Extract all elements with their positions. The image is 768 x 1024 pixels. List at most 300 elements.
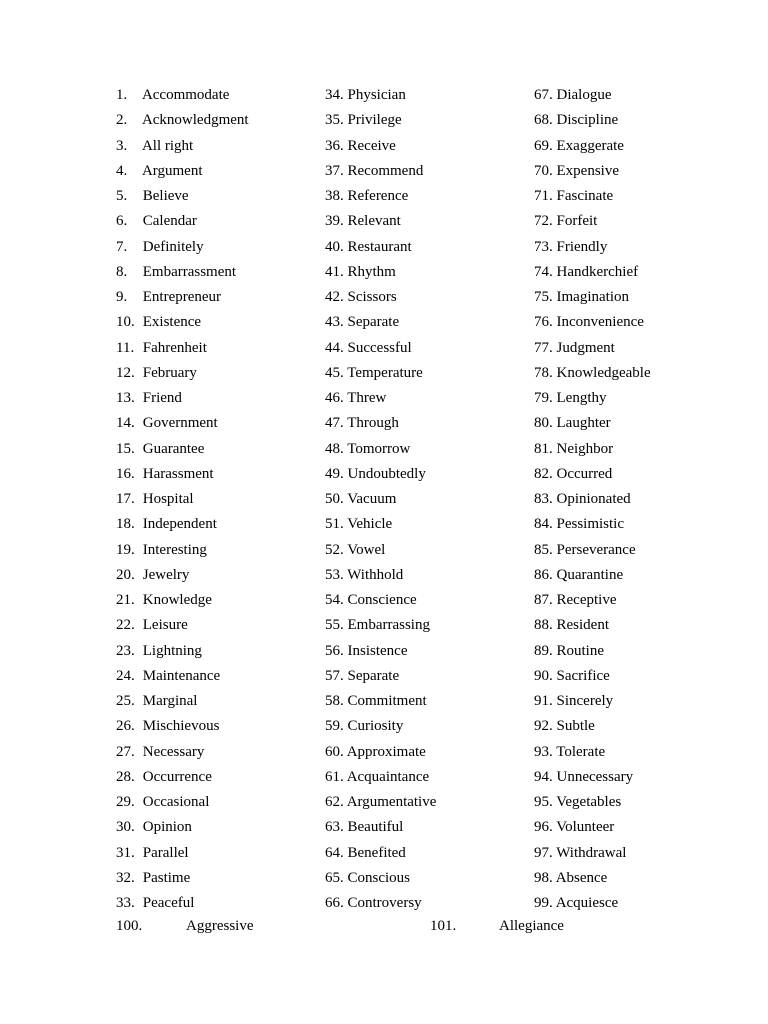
list-item-number: 85. [534,541,553,558]
list-item-word: Pessimistic [556,516,625,533]
list-item-word: Friendly [556,238,608,255]
list-item-number: 93. [534,743,553,760]
list-item-number: 24. [116,667,135,684]
list-item [116,285,249,310]
list-item [116,108,249,133]
list-item [534,462,651,487]
list-item-word: Occurrence [142,768,212,785]
list-item [534,841,651,866]
list-item-word: Withdrawal [556,844,627,861]
list-item-word: Vowel [347,541,386,558]
list-item-number: 3. [116,137,128,154]
list-item-word: Successful [347,339,412,356]
list-item-number: 31. [116,844,135,861]
list-item [116,815,249,840]
list-item-word: Accommodate [141,87,230,103]
list-item [116,563,249,588]
list-item [116,437,249,462]
list-item [534,815,651,840]
list-item [325,790,436,815]
list-item [534,740,651,765]
list-item [325,815,436,840]
list-item [534,235,651,260]
list-item [325,437,436,462]
list-item-word: All right [141,137,194,154]
list-item-word: Opinionated [556,491,631,507]
list-item-number: 49. [325,465,344,482]
list-item [534,310,651,335]
list-item [116,361,249,386]
list-item [116,386,249,411]
list-item [534,184,651,209]
list-item-number: 43. [325,314,344,331]
list-item-word: Approximate [346,743,426,760]
list-item [116,866,249,891]
list-item [116,714,249,739]
list-item-word: Routine [556,642,604,659]
list-item-number: 36. [325,137,344,154]
list-item-word: Existence [142,314,202,331]
list-item-number: 55. [325,617,344,634]
list-item [534,260,651,285]
list-item-number: 74. [534,263,553,280]
list-item-number: 46. [325,390,344,406]
list-item-word: Resident [556,617,609,634]
list-item-word: Forfeit [556,213,598,230]
list-item-word: Restaurant [347,238,412,255]
list-item [534,209,651,234]
list-item-number: 18. [116,516,135,533]
list-item-word: Through [347,415,399,432]
list-item-word: Parallel [142,844,189,861]
list-item-number: 12. [116,364,135,381]
list-item-word: Entrepreneur [142,289,222,305]
list-item [116,462,249,487]
list-item-word: Argument [141,162,203,179]
list-item-word: Insistence [347,642,408,659]
list-item-word: Friend [142,390,182,406]
list-item-word: Mischievous [142,718,220,735]
list-item-number: 88. [534,617,553,634]
list-item-number: 98. [534,869,553,886]
list-item-word: Privilege [347,112,402,129]
list-item-number: 23. [116,642,135,659]
list-item-number: 30. [116,819,135,836]
list-item [325,134,436,159]
list-item [534,613,651,638]
list-item [534,664,651,689]
list-item-word: Scissors [347,289,397,305]
list-item-number: 13. [116,390,135,406]
list-item [116,613,249,638]
list-item-number: 39. [325,213,344,230]
list-item [534,765,651,790]
list-item [325,588,436,613]
list-item [116,310,249,335]
list-item [534,83,651,108]
list-item [534,437,651,462]
list-item-number: 26. [116,718,135,735]
list-item-word: Imagination [556,289,629,305]
list-item-word: Acquiesce [555,895,619,911]
list-item [534,411,651,436]
list-item-word: Dialogue [556,87,612,103]
list-item [534,361,651,386]
list-item [325,765,436,790]
list-item-word: Temperature [347,364,423,381]
list-item [116,588,249,613]
list-item-word: Recommend [347,162,424,179]
list-item-word: Separate [347,667,400,684]
list-item-word: Threw [347,390,387,406]
list-item-word: Lengthy [556,390,607,406]
list-item-number: 75. [534,289,553,305]
list-item-number: 69. [534,137,553,154]
list-item-number: 79. [534,390,553,406]
list-item-word: Exaggerate [556,137,624,154]
list-item-word: Guarantee [142,440,205,457]
list-item-number: 82. [534,465,553,482]
list-item-number: 99. [534,895,553,911]
list-item [534,538,651,563]
list-item-word: Withhold [347,566,404,583]
list-item-word: Curiosity [347,718,404,735]
list-item-number: 67. [534,87,553,103]
list-item-number: 72. [534,213,553,230]
list-item-word: Sincerely [556,693,614,709]
list-item-number: 10. [116,314,135,331]
list-item-number: 77. [534,339,553,356]
list-item-number: 84. [534,516,553,533]
list-item-word: Laughter [556,415,611,432]
list-item-word: Harassment [142,465,214,482]
list-item [325,563,436,588]
list-item-word: Fascinate [556,188,614,204]
list-item-number: 44. [325,339,344,356]
list-item-number: 64. [325,844,344,861]
list-item-word: Absence [555,869,608,886]
list-item [116,664,249,689]
list-item-number: 66. [325,895,344,911]
list-item [534,563,651,588]
list-item-number: 95. [534,794,553,810]
list-item-number: 1. [116,87,128,103]
list-item [116,83,249,108]
list-item-number: 33. [116,895,135,911]
list-item-word: Maintenance [142,667,221,684]
word-list-column-3 [534,83,651,916]
list-item-word: Judgment [556,339,615,356]
list-item-word: Vacuum [347,491,397,507]
list-item-number: 54. [325,592,344,608]
list-item [534,639,651,664]
list-item-number: 61. [325,768,344,785]
list-item-number: 22. [116,617,135,634]
list-item-number: 70. [534,162,553,179]
list-item [534,285,651,310]
list-item [534,108,651,133]
list-item-word: Knowledge [142,592,212,608]
list-item-word: Sacrifice [556,667,610,684]
list-item [116,689,249,714]
list-item-number: 100. [116,918,143,934]
list-item [116,134,249,159]
list-item [116,538,249,563]
list-item-word: Neighbor [556,440,614,457]
list-item [325,108,436,133]
list-item-word: Tomorrow [347,440,411,457]
list-item-number: 8. [116,263,128,280]
list-item-number: 4. [116,162,128,179]
list-item-word: Occurred [556,465,613,482]
list-item [325,310,436,335]
list-item [534,487,651,512]
list-item [116,411,249,436]
list-item-number: 53. [325,566,344,583]
list-item [325,891,436,916]
list-item [325,361,436,386]
word-list-column-1 [116,83,249,916]
list-item [325,538,436,563]
list-item [325,336,436,361]
list-item [116,184,249,209]
list-item-number: 17. [116,491,135,507]
list-item-number: 38. [325,188,344,204]
list-item [116,159,249,184]
list-item-word: Benefited [347,844,406,861]
list-item [116,841,249,866]
list-item [325,411,436,436]
list-item-word: Occasional [142,794,210,810]
list-item-number: 5. [116,188,128,204]
list-item-number: 11. [116,339,135,356]
list-item-word: Argumentative [346,794,437,810]
list-item-number: 51. [325,516,344,533]
list-item-number: 50. [325,491,344,507]
list-item-word: Calendar [142,213,197,230]
list-item-number: 15. [116,440,135,457]
list-item [325,487,436,512]
list-item-number: 91. [534,693,553,709]
list-item-word: Relevant [347,213,401,230]
list-item-word: Controversy [347,895,422,911]
list-item [325,285,436,310]
list-item-number: 27. [116,743,135,760]
list-item [116,336,249,361]
list-item [325,866,436,891]
list-item [534,866,651,891]
list-item-number: 86. [534,566,553,583]
list-item-number: 19. [116,541,135,558]
list-item-number: 83. [534,491,553,507]
list-item-number: 47. [325,415,344,432]
list-item-word: Government [142,415,218,432]
list-item-number: 80. [534,415,553,432]
list-item-number: 101. [430,918,457,934]
list-item-word: Vegetables [556,794,622,810]
list-item-word: Separate [347,314,400,331]
list-item-number: 28. [116,768,135,785]
list-item-number: 45. [325,364,344,381]
list-item-word: Definitely [142,238,204,255]
list-item-number: 78. [534,364,553,381]
list-item [325,664,436,689]
list-item [325,462,436,487]
list-item [325,613,436,638]
list-item-word: Believe [142,188,189,204]
list-item [116,639,249,664]
list-item-word: Independent [142,516,217,533]
list-item [325,83,436,108]
list-item-number: 90. [534,667,553,684]
list-item-number: 65. [325,869,344,886]
list-item-word: Perseverance [556,541,636,558]
list-item-number: 94. [534,768,553,785]
list-item-number: 62. [325,794,344,810]
list-item-number: 71. [534,188,553,204]
list-item [325,184,436,209]
list-item-number: 25. [116,693,135,709]
list-item-number: 48. [325,440,344,457]
list-item-number: 41. [325,263,344,280]
list-item-number: 21. [116,592,135,608]
list-item [116,260,249,285]
list-item [116,891,249,916]
list-item-word: Pastime [142,869,191,886]
list-item-word: Rhythm [347,263,396,280]
list-item-number: 96. [534,819,553,836]
list-item-number: 16. [116,465,135,482]
list-item-word: Jewelry [142,566,190,583]
list-item-word: Marginal [142,693,198,709]
list-item-word: Reference [347,188,409,204]
list-item-number: 29. [116,794,135,810]
list-item-number: 97. [534,844,553,861]
list-item-word: Peaceful [142,895,195,911]
list-item-word: Fahrenheit [142,339,207,356]
list-item-number: 40. [325,238,344,255]
list-item-number: 20. [116,566,135,583]
list-item-word: Subtle [556,718,595,735]
list-item [325,714,436,739]
list-item-word: Necessary [142,743,205,760]
list-item-word: Inconvenience [556,314,644,331]
list-item-word: Acquaintance [346,768,430,785]
list-item-number: 92. [534,718,553,735]
list-item-number: 89. [534,642,553,659]
list-item [534,386,651,411]
list-item-word: Unnecessary [556,768,634,785]
list-item-word: Vehicle [347,516,393,533]
list-item-number: 59. [325,718,344,735]
list-item-number: 52. [325,541,344,558]
list-item-word: Quarantine [556,566,624,583]
list-item [116,235,249,260]
list-item [325,159,436,184]
word-list-column-2 [325,83,436,916]
list-item-word: Undoubtedly [347,465,426,482]
list-item-word: Lightning [142,642,202,659]
list-item [325,209,436,234]
list-item-word: Conscious [347,869,411,886]
list-item [116,512,249,537]
list-item [534,336,651,361]
list-item-word: Knowledgeable [556,364,651,381]
list-item-word: Physician [347,87,406,103]
list-item [325,740,436,765]
list-item-word: Volunteer [556,819,615,836]
list-item-word: Opinion [142,819,192,836]
list-item [534,689,651,714]
list-item-number: 32. [116,869,135,886]
list-item [325,260,436,285]
list-item [116,209,249,234]
list-item-number: 68. [534,112,553,129]
list-item-word: Embarrassing [347,617,430,634]
list-item-word: Receive [347,137,396,154]
list-item-number: 81. [534,440,553,457]
list-item-word: Handkerchief [556,263,639,280]
list-item [534,159,651,184]
list-item [325,512,436,537]
list-item-number: 76. [534,314,553,331]
list-item [534,588,651,613]
list-item-word: Embarrassment [142,263,237,280]
list-item [534,891,651,916]
list-item-word: Leisure [142,617,188,634]
list-item-number: 14. [116,415,135,432]
list-item-number: 57. [325,667,344,684]
list-item [116,790,249,815]
list-item-number: 73. [534,238,553,255]
list-item [325,235,436,260]
list-item-number: 42. [325,289,344,305]
list-item-number: 60. [325,743,344,760]
list-item-word: Discipline [556,112,619,129]
list-item-word: Tolerate [556,743,606,760]
list-item-word: Hospital [142,491,194,507]
list-item [116,740,249,765]
list-item-number: 58. [325,693,344,709]
list-item-number: 2. [116,112,128,129]
list-item [534,134,651,159]
list-item-number: 9. [116,289,128,305]
list-item [325,386,436,411]
list-item-number: 56. [325,642,344,659]
list-item-word: Receptive [556,592,617,608]
list-item-number: 37. [325,162,344,179]
list-item-word: Beautiful [347,819,404,836]
list-item-word: Conscience [347,592,417,608]
list-item-word: Commitment [347,693,427,709]
list-item-word: February [142,364,197,381]
list-item [534,714,651,739]
list-item-word: Aggressive [186,918,254,934]
list-item-word: Interesting [142,541,207,558]
list-item-number: 34. [325,87,344,103]
list-item [325,841,436,866]
list-item-word: Acknowledgment [141,112,249,129]
list-item-number: 6. [116,213,128,230]
list-item [325,639,436,664]
list-item [116,765,249,790]
list-item [534,512,651,537]
list-item-word: Expensive [556,162,619,179]
list-item-number: 87. [534,592,553,608]
list-item [325,689,436,714]
list-item-number: 63. [325,819,344,836]
list-item [116,487,249,512]
